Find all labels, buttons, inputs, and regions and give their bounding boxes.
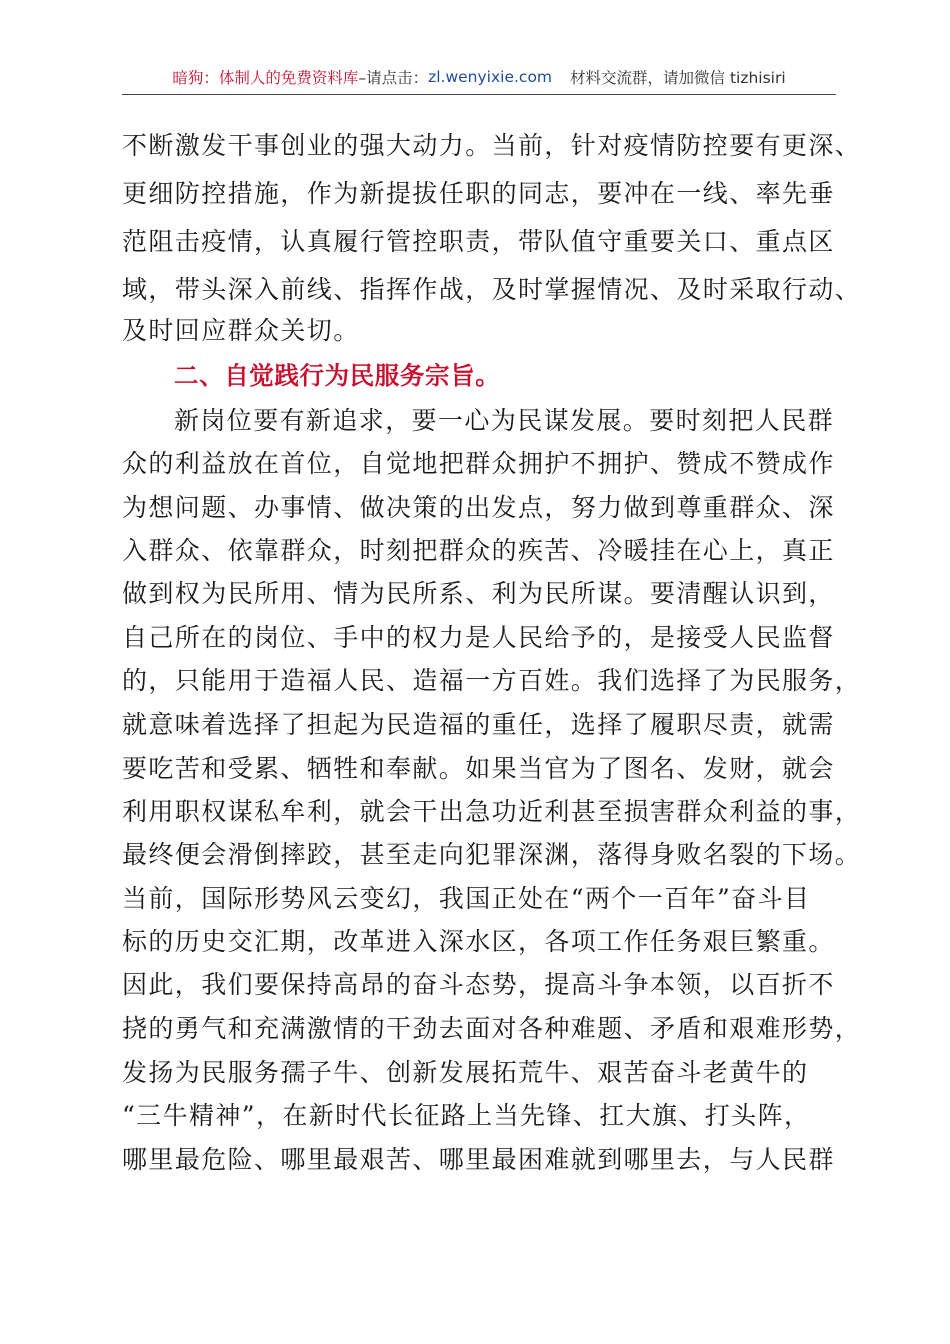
header-brand: 暗狗：体制人的免费资料库: [172, 69, 359, 87]
body-line: 标的历史交汇期，改革进入深水区，各项工作任务艰巨繁重。: [122, 927, 835, 956]
body-line: 要吃苦和受累、牺牲和奉献。如果当官为了图名、发财，就会: [122, 754, 835, 783]
page-header: [122, 62, 836, 92]
body-line: 自己所在的岗位、手中的权力是人民给予的，是接受人民监督: [122, 623, 835, 652]
header-click-prefix: –请点击：: [358, 69, 429, 87]
body-line: 及时回应群众关切。: [122, 316, 360, 345]
header-group-info: 材料交流群，请加微信 tizhisiri: [570, 69, 786, 87]
body-line: 范阻击疫情，认真履行管控职责，带队值守重要关口、重点区: [122, 227, 835, 256]
body-line: 哪里最危险、哪里最艰苦、哪里最困难就到哪里去，与人民群: [122, 1145, 835, 1174]
body-line: 就意味着选择了担起为民造福的重任，选择了履职尽责，就需: [122, 710, 835, 739]
body-line: 众的利益放在首位，自觉地把群众拥护不拥护、赞成不赞成作: [122, 449, 835, 478]
body-line: 做到权为民所用、情为民所系、利为民所谋。要清醒认识到，: [122, 579, 835, 608]
body-line: 当前，国际形势风云变幻，我国正处在“两个一百年”奋斗目: [122, 884, 811, 913]
body-line: “三牛精神”，在新时代长征路上当先锋、扛大旗、打头阵，: [122, 1101, 811, 1130]
header-url-link[interactable]: zl.wenyixie.com: [428, 68, 553, 86]
body-line: 挠的勇气和充满激情的干劲去面对各种难题、矛盾和艰难形势，: [122, 1014, 862, 1043]
section-heading: 二、自觉践行为民服务宗旨。: [174, 361, 501, 390]
body-line: 域，带头深入前线、指挥作战，及时掌握情况、及时采取行动、: [122, 275, 862, 304]
body-line: 不断激发干事创业的强大动力。当前，针对疫情防控要有更深、: [122, 131, 862, 160]
body-line: 更细防控措施，作为新提拔任职的同志，要冲在一线、率先垂: [122, 179, 835, 208]
header-divider: [122, 94, 836, 95]
body-line: 发扬为民服务孺子牛、创新发展拓荒牛、艰苦奋斗老黄牛的: [122, 1058, 809, 1087]
body-line: 的，只能用于造福人民、造福一方百姓。我们选择了为民服务，: [122, 666, 862, 695]
body-line: 最终便会滑倒摔跤，甚至走向犯罪深渊，落得身败名裂的下场。: [122, 840, 862, 869]
body-line: 为想问题、办事情、做决策的出发点，努力做到尊重群众、深: [122, 493, 835, 522]
body-line: 入群众、依靠群众，时刻把群众的疾苦、冷暖挂在心上，真正: [122, 536, 835, 565]
body-line: 利用职权谋私牟利，就会干出急功近利甚至损害群众利益的事，: [122, 797, 862, 826]
body-line: 因此，我们要保持高昂的奋斗态势，提高斗争本领，以百折不: [122, 970, 835, 999]
body-line: 新岗位要有新追求，要一心为民谋发展。要时刻把人民群: [174, 406, 835, 435]
